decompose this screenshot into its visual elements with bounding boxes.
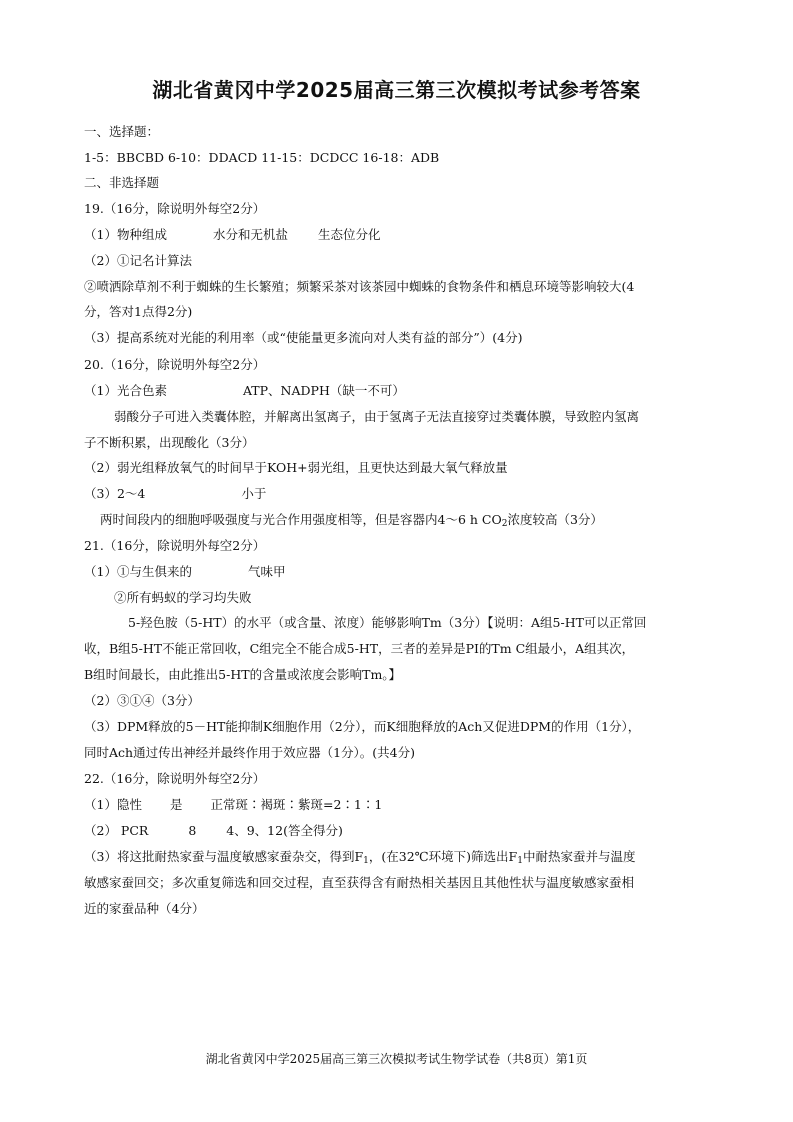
q22-answer-3-line2: 敏感家蚕回交；多次重复筛选和回交过程，直至获得含有耐热相关基因且其他性状与温度敏感家蚕相	[84, 875, 635, 890]
q20-answer-1c-line2: 子不断积累，出现酸化（3分）	[84, 435, 255, 450]
q19-answer-2b-line2: 分，答对1点得2分)	[84, 304, 193, 319]
q20-answer-2: （2）弱光组释放氧气的时间早于KOH+弱光组，且更快达到最大氧气释放量	[84, 460, 508, 475]
q22-heading: 22.（16分，除说明外每空2分）	[84, 771, 266, 786]
q20-answer-1c-line1: 弱酸分子可进入类囊体腔，并解离出氢离子，由于氢离子无法直接穿过类囊体膜，导致腔内氢离	[114, 409, 640, 424]
q20-answer-3: （3）2～4 小于	[84, 486, 267, 501]
q22-answer-3-line1: （3）将这批耐热家蚕与温度敏感家蚕杂交，得到$F_1$，(在32℃环境下)筛选出$F_1$中耐热家蚕并与温度	[84, 849, 636, 866]
q20-heading: 20.（16分，除说明外每空2分）	[84, 357, 266, 372]
q19-heading: 19.（16分，除说明外每空2分）	[84, 201, 266, 216]
q19-answer-1: （1）物种组成 水分和无机盐 生态位分化	[84, 227, 381, 242]
q22-answer-1: （1）隐性 是 正常斑∶褐斑∶紫斑=2∶1∶1	[84, 797, 383, 812]
q21-answer-3-line1: （3）DPM释放的5－HT能抑制K细胞作用（2分），而K细胞释放的Ach又促进DPM的作用（1分），	[84, 719, 641, 734]
q21-answer-1d-line2: 收，B组5-HT不能正常回收，C组完全不能合成5-HT，三者的差异是PI的Tm C组最小，A组其次，	[84, 641, 635, 656]
q21-answer-1d-line1: 5-羟色胺（5-HT）的水平（或含量、浓度）能够影响Tm（3分）【说明：A组5-HT可以正常回	[128, 615, 647, 630]
q22-answer-2: （2） PCR 8 4、9、12(答全得分)	[84, 823, 343, 838]
q19-answer-2b-line1: ②喷洒除草剂不利于蜘蛛的生长繁殖；频繁采茶对该茶园中蜘蛛的食物条件和栖息环境等影响较大(4	[84, 279, 635, 294]
page-footer: 湖北省黄冈中学2025届高三第三次模拟考试生物学试卷（共8页）第1页	[205, 1052, 588, 1066]
q21-answer-1: （1）①与生俱来的 气味甲	[84, 564, 286, 579]
q21-answer-3-line2: 同时Ach通过传出神经并最终作用于效应器（1分）。(共4分)	[84, 745, 415, 760]
q21-answer-1c: ②所有蚂蚁的学习均失败	[114, 590, 252, 605]
q21-heading: 21.（16分，除说明外每空2分）	[84, 538, 266, 553]
q21-answer-1d-line3: B组时间最长，由此推出5-HT的含量或浓度会影响Tm。】	[84, 667, 402, 682]
choice-answers: 1-5：BBCBD 6-10：DDACD 11-15：DCDCC 16-18：ADB	[84, 150, 440, 165]
q20-answer-3c: 两时间段内的细胞呼吸强度与光合作用强度相等，但是容器内4～6 h $CO_2$浓度较高（3分）	[100, 512, 603, 529]
q22-answer-3-line3: 近的家蚕品种（4分）	[84, 901, 205, 916]
page-title: 湖北省黄冈中学2025届高三第三次模拟考试参考答案	[152, 78, 641, 102]
section-heading-nonchoice: 二、非选择题	[84, 175, 160, 190]
q19-answer-3: （3）提高系统对光能的利用率（或“使能量更多流向对人类有益的部分”）(4分)	[84, 330, 523, 345]
q21-answer-2: （2）③①④（3分）	[84, 693, 200, 708]
section-heading-choice: 一、选择题：	[84, 124, 160, 139]
q20-answer-1: （1）光合色素 ATP、NADPH（缺一不可）	[84, 383, 405, 398]
q19-answer-2: （2）①记名计算法	[84, 253, 192, 268]
